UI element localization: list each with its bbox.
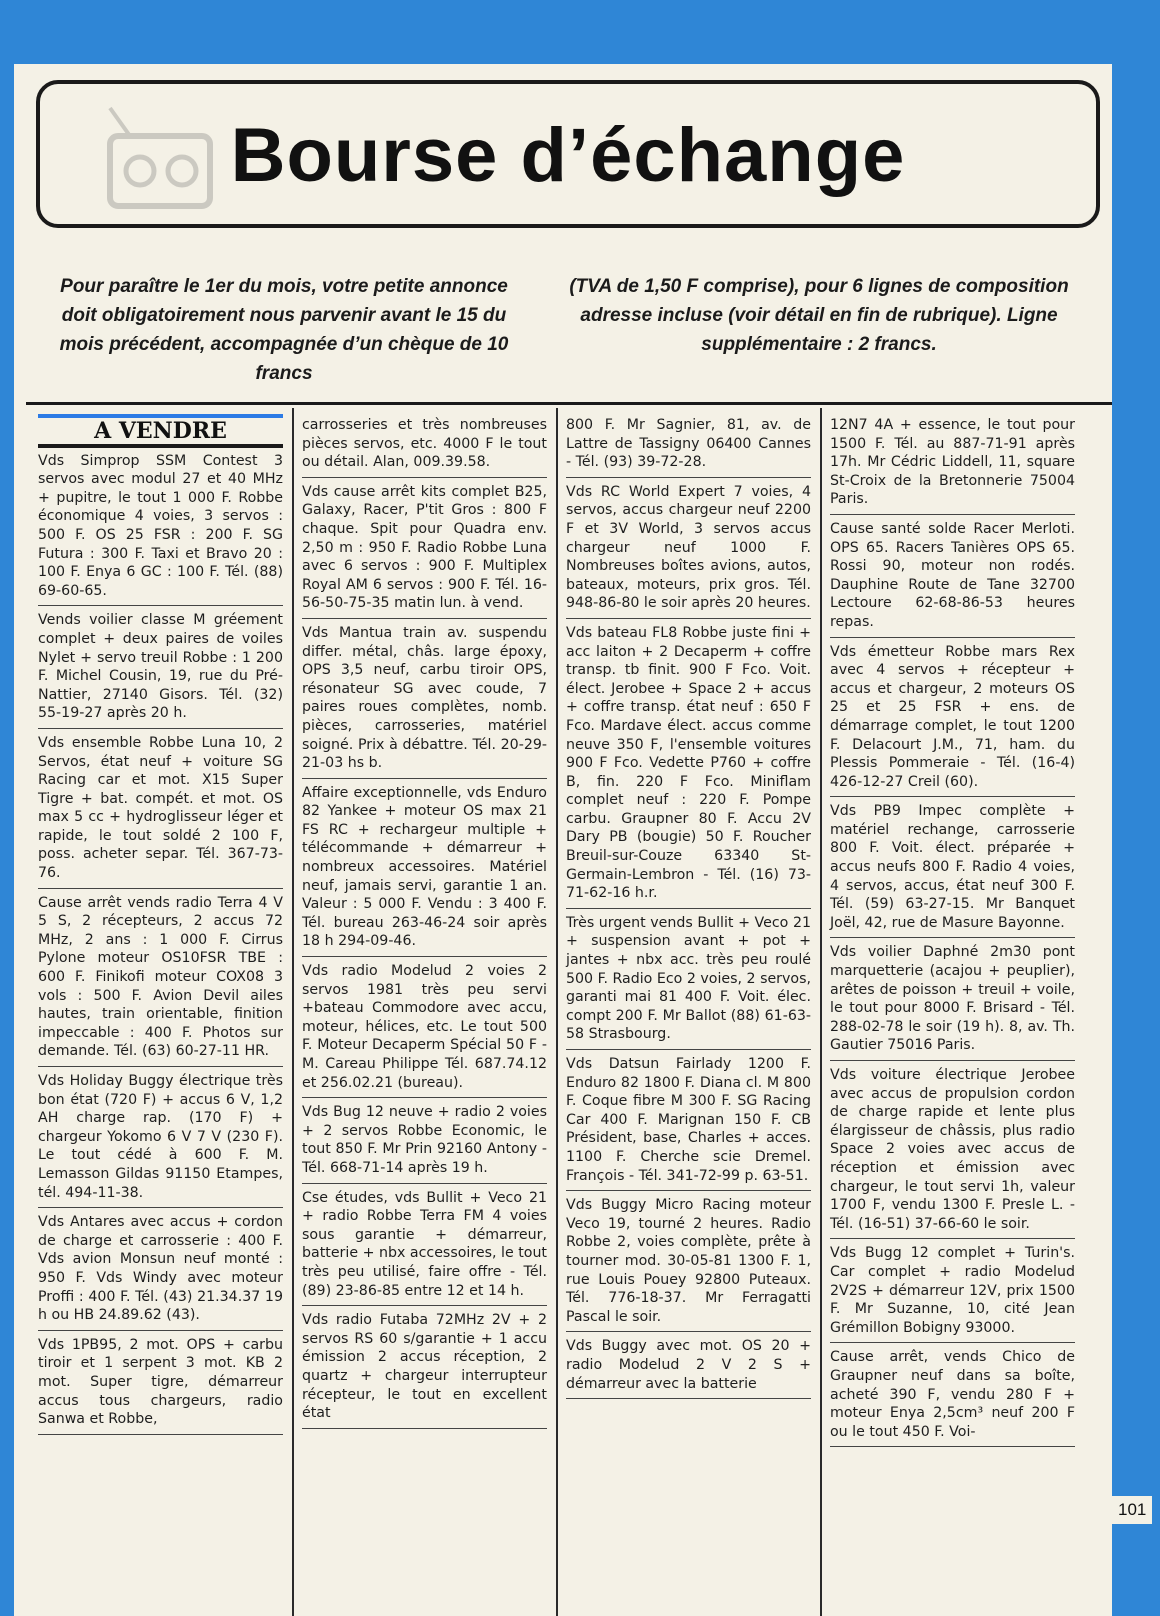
- column-1: [38, 414, 283, 1438]
- classified-ad: Affaire exceptionnelle, vds Enduro 82 Yankee + moteur OS max 21 FS RC + rechargeur multiple + télécommande + démarreur + nombreux accessoires. Matériel neuf, jamais servi, garantie 1 an. Valeur : 5 000 F. Vendu : 3 400 F. Tél. bureau 263-46-24 soir après 18 h 294-09-46.: [302, 782, 547, 957]
- classified-ad: Cause arrêt vends radio Terra 4 V 5 S, 2 récepteurs, 2 accus 72 MHz, 2 ans : 1 000 F. Cirrus Pylone moteur OS10FSR TBE : 600 F. Finikofi moteur COX08 3 vols : 500 F. Avion Devil ailes hautes, train orientable, finition impeccable : 400 F. Photos sur demande. Tél. (63) 60-27-11 HR.: [38, 892, 283, 1067]
- header-rule: [26, 402, 1112, 405]
- intro-right: (TVA de 1,50 F comprise), pour 6 lignes de composition adresse incluse (voir détail en fin de rubrique). Ligne supplémentaire : 2 francs.: [569, 276, 1069, 355]
- classified-ad: 12N7 4A + essence, le tout pour 1500 F. Tél. au 887-71-91 après 17h. Mr Cédric Liddell, 11, square St-Croix de la Bretonnerie 75004 Paris.: [830, 414, 1075, 515]
- classified-ad: Vds Bug 12 neuve + radio 2 voies + 2 servos Robbe Economic, le tout 850 F. Mr Prin 92160 Antony - Tél. 668-71-14 après 19 h.: [302, 1101, 547, 1183]
- intro-left: Pour paraître le 1er du mois, votre petite annonce doit obligatoirement nous parvenir avant le 15 du mois précédent, accompagnée d’un chèque de 10 francs: [59, 276, 509, 384]
- section-heading: A VENDRE: [38, 414, 283, 448]
- column-4: [830, 414, 1075, 1450]
- classified-ad: Vds Mantua train av. suspendu differ. métal, châs. large époxy, OPS 3,5 neuf, carbu tiroir OPS, résonateur SG avec coude, 7 paires roues complètes, nomb. pièces, carrosseries, matériel soigné. Prix à débattre. Tél. 20-29-21-03 hs b.: [302, 622, 547, 779]
- classified-ad: Vds bateau FL8 Robbe juste fini + acc laiton + 2 Decaperm + coffre transp. tb finit. 900 F Fco. Voit. élect. Jerobee + Space 2 + accus + coffre transp. état neuf : 650 F Fco. Mardave élect. accus comme neuve 350 F, l'ensemble voitures 900 F Fco. Vedette P760 + coffre B, fin. 220 F Fco. Miniflam complet neuf : 220 F. Pompe carbu. Graupner 80 F. Accu 2V Dary PB (bougie) 50 F. Roucher Breuil-sur-Couze 63340 St-Germain-Lembron - Tél. (16) 73-71-62-16 h.r.: [566, 622, 811, 909]
- classified-ad: Vends voilier classe M gréement complet + deux paires de voiles Nylet + servo treuil Robbe : 1 200 F. Michel Cousin, 19, rue du Pré-Nattier, 27140 Gisors. Tél. (32) 55-19-27 après 20 h.: [38, 609, 283, 729]
- classified-ad: Cse études, vds Bullit + Veco 21 + radio Robbe Terra FM 4 voies sous garantie + démarreur, batterie + nbx accessoires, le tout très peu utilisé, faire offre - Tél. (89) 23-86-85 entre 12 et 14 h.: [302, 1187, 547, 1307]
- classified-ad: carrosseries et très nombreuses pièces servos, etc. 4000 F le tout ou détail. Alan, 009.39.58.: [302, 414, 547, 478]
- classified-ad: Cause santé solde Racer Merloti. OPS 65. Racers Tanières OPS 65. Rossi 90, moteur non rodés. Dauphine Route de Tane 32700 Lectoure 62-68-86-53 heures repas.: [830, 518, 1075, 638]
- classified-ad: Cause arrêt, vends Chico de Graupner neuf dans sa boîte, acheté 390 F, vendu 280 F + moteur Enya 2,5cm³ neuf 200 F ou le tout 450 F. Voi-: [830, 1346, 1075, 1447]
- classified-ad: Vds Holiday Buggy électrique très bon état (720 F) + accus 6 V, 1,2 AH charge rap. (170 F) + chargeur Yokomo 6 V 7 V (230 F). Le tout cédé à 600 F. M. Lemasson Gildas 91150 Etampes, tél. 494-11-38.: [38, 1070, 283, 1208]
- classified-ad: Vds Bugg 12 complet + Turin's. Car complet + radio Modelud 2V2S + démarreur 12V, prix 1500 F. Mr Suzanne, 10, cité Jean Grémillon Bobigny 93000.: [830, 1242, 1075, 1343]
- classified-ad: Vds voiture électrique Jerobee avec accus de propulsion cordon de charge rapide et lente plus élargisseur de châssis, plus radio Space 2 voies avec accus de réception et émission avec chargeur, le tout servi 1h, valeur 1700 F, vendu 1300 F. Presle L. - Tél. (16-51) 37-66-60 le soir.: [830, 1064, 1075, 1239]
- classified-ad: Vds voilier Daphné 2m30 pont marquetterie (acajou + peuplier), arêtes de poisson + treuil + voile, le tout pour 8000 F. Brisard - Tél. 288-02-78 le soir (19 h). 8, av. Th. Gautier 75016 Paris.: [830, 941, 1075, 1061]
- classified-ad: Vds Simprop SSM Contest 3 servos avec modul 27 et 40 MHz + pupitre, le tout 1 000 F. Robbe économique 4 voies, 3 servos : 500 F. OS 25 FSR : 200 F. SG Futura : 300 F. Taxi et Bravo 20 : 100 F. Enya 6 GC : 100 F. Tél. (88) 69-60-65.: [38, 450, 283, 607]
- title-box: [36, 80, 1100, 228]
- classified-ad: Vds Antares avec accus + cordon de charge et carrosserie : 400 F. Vds avion Monsun neuf monté : 950 F. Vds Windy avec moteur Proffi : 400 F. Tél. (43) 21.34.37 19 h ou HB 24.89.62 (43).: [38, 1211, 283, 1331]
- column-2: [302, 414, 547, 1432]
- classified-ad: Vds 1PB95, 2 mot. OPS + carbu tiroir et 1 serpent 3 mot. KB 2 mot. Super tigre, démarreur accus tous chargeurs, radio Sanwa et Robbe,: [38, 1334, 283, 1435]
- page-number: 101: [1112, 1496, 1152, 1524]
- classified-ad: Vds RC World Expert 7 voies, 4 servos, accus chargeur neuf 2200 F et 3V World, 3 servos accus chargeur neuf 1000 F. Nombreuses boîtes avions, autos, bateaux, moteurs, prix gros. Tél. 948-86-80 le soir après 20 heures.: [566, 481, 811, 619]
- page-title: Bourse d’échange: [230, 113, 906, 198]
- column-divider: [820, 408, 822, 1616]
- classified-ad: Vds ensemble Robbe Luna 10, 2 Servos, état neuf + voiture SG Racing car et mot. X15 Super Tigre + bat. compét. et mot. OS max 5 cc + hydroglisseur léger et rapide, le tout soldé 2 100 F, poss. acheter separ. Tél. 367-73-76.: [38, 732, 283, 889]
- classified-ad: Vds Buggy Micro Racing moteur Veco 19, tourné 2 heures. Radio Robbe 2, voies complète, prête à tourner mod. 30-05-81 1300 F. 1, rue Louis Pouey 92800 Puteaux. Tél. 776-18-37. Mr Ferragatti Pascal le soir.: [566, 1194, 811, 1332]
- classified-ad: Vds radio Modelud 2 voies 2 servos 1981 très peu servi +bateau Commodore avec accu, moteur, hélices, etc. Le tout 500 F. Moteur Decaperm Spécial 50 F - M. Careau Philippe Tél. 687.74.12 et 256.02.21 (bureau).: [302, 960, 547, 1098]
- column-divider: [556, 408, 558, 1616]
- classified-ad: Vds radio Futaba 72MHz 2V + 2 servos RS 60 s/garantie + 1 accu émission 2 accus réception, 2 quartz + chargeur interrupteur récepteur, le tout en excellent état: [302, 1309, 547, 1429]
- classified-ad: Vds Datsun Fairlady 1200 F. Enduro 82 1800 F. Diana cl. M 800 F. Coque fibre M 300 F. SG Racing Car 400 F. Marignan 150 F. CB Président, base, Charles + acces. 1100 F. Cherche scie Dremel. François - Tél. 341-72-99 p. 63-51.: [566, 1053, 811, 1191]
- magazine-page: [14, 64, 1112, 1616]
- classified-ad: Vds PB9 Impec complète + matériel rechange, carrosserie 800 F. Voit. élect. préparée + accus neufs 800 F. Radio 4 voies, 4 servos, accus, état neuf 300 F. Tél. (59) 63-27-15. Mr Banquet Joël, 42, rue de Masure Bayonne.: [830, 800, 1075, 938]
- classified-ad: Vds émetteur Robbe mars Rex avec 4 servos + récepteur + accus et chargeur, 2 moteurs OS 25 et 25 FSR + ens. de démarrage complet, le tout 1200 F. Delacourt J.M., 71, ham. du Plessis Pommeraie - Tél. (16-4) 426-12-27 Creil (60).: [830, 641, 1075, 798]
- classified-ad: 800 F. Mr Sagnier, 81, av. de Lattre de Tassigny 06400 Cannes - Tél. (93) 39-72-28.: [566, 414, 811, 478]
- column-divider: [292, 408, 294, 1616]
- classified-ad: Vds Buggy avec mot. OS 20 + radio Modelud 2 V 2 S + démarreur avec la batterie: [566, 1335, 811, 1399]
- classified-ad: Vds cause arrêt kits complet B25, Galaxy, Racer, P'tit Gros : 800 F chaque. Spit pour Quadra env. 2,50 m : 950 F. Radio Robbe Luna avec 6 servos : 900 F. Multiplex Royal AM 6 servos : 900 F. Tél. 16-56-50-75-35 matin lun. à vend.: [302, 481, 547, 619]
- classified-ad: Très urgent vends Bullit + Veco 21 + suspension avant + pot + jantes + nbx acc. très peu roulé 500 F. Radio Eco 2 voies, 2 servos, garanti mai 81 400 F. Voit. élec. compt 200 F. Mr Ballot (88) 61-63-58 Strasbourg.: [566, 912, 811, 1050]
- column-3: [566, 414, 811, 1402]
